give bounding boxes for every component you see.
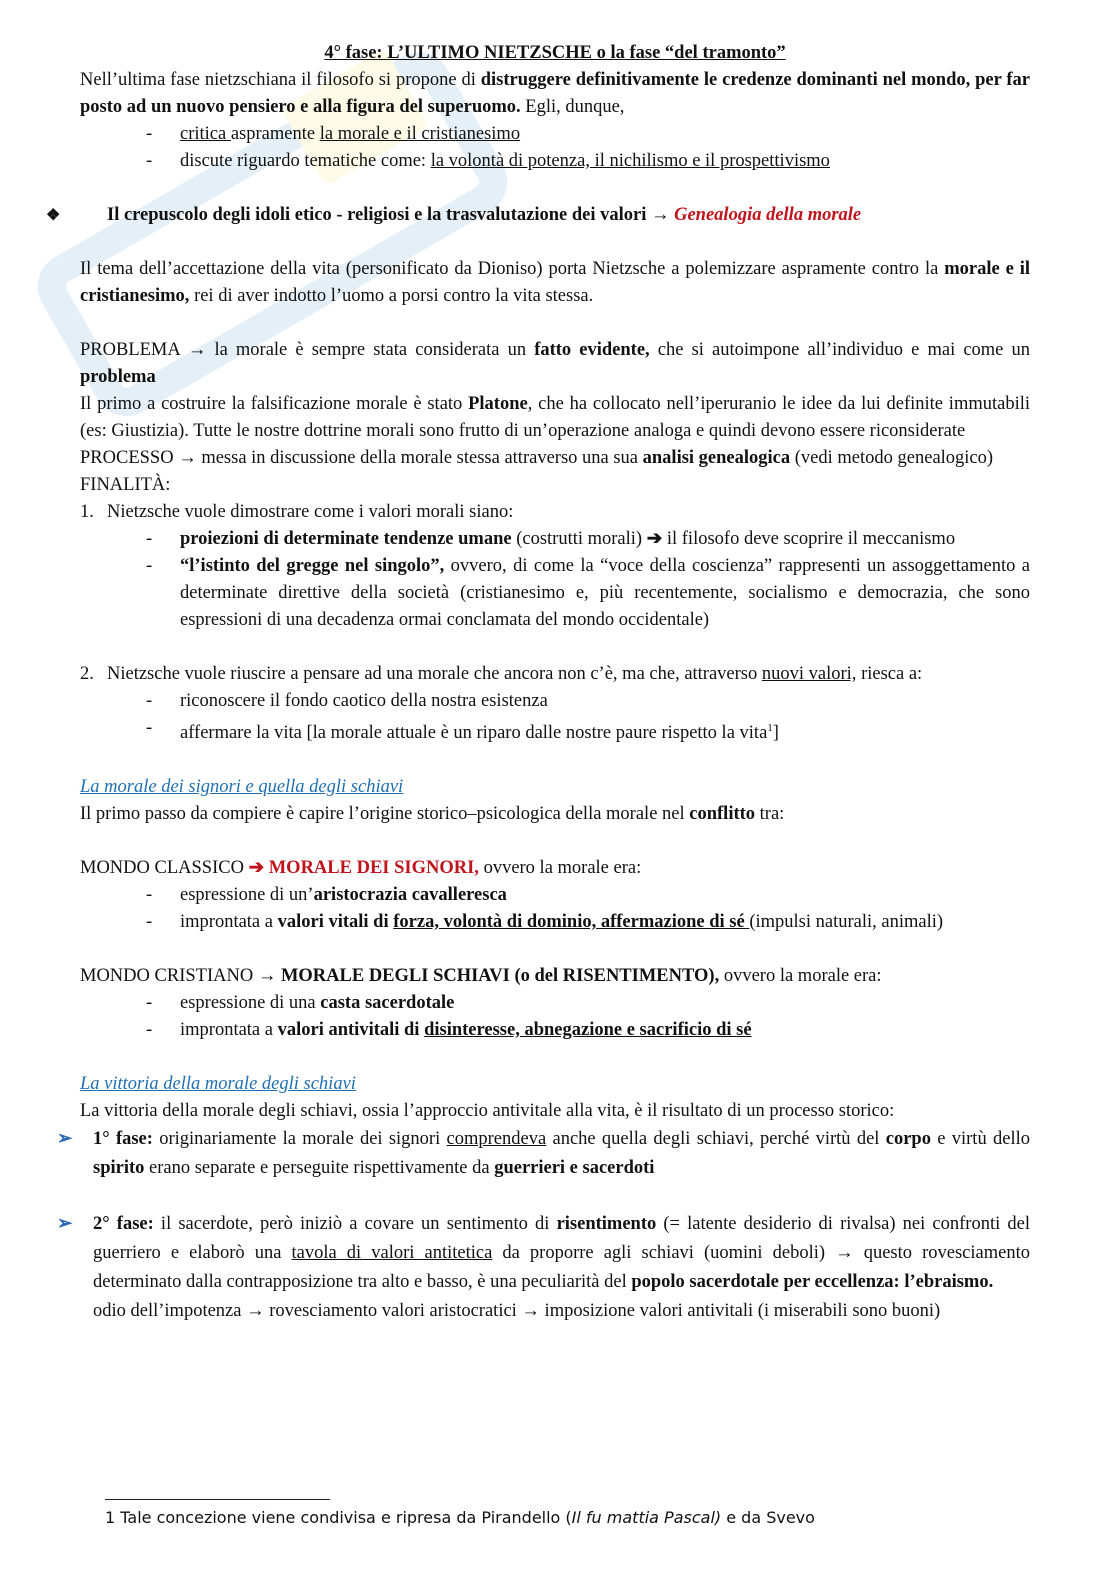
text: il filosofo deve scoprire il meccanismo bbox=[662, 529, 956, 549]
text: (vedi metodo genealogico) bbox=[790, 448, 994, 468]
cristiano-item-2 bbox=[80, 1017, 1030, 1044]
section-heading-signori-schiavi[interactable] bbox=[80, 774, 1030, 801]
label: MONDO CLASSICO bbox=[80, 858, 249, 879]
number: 1. bbox=[80, 502, 94, 522]
arrow-bullet-icon: ➢ bbox=[57, 1214, 73, 1235]
text-bold-underlined: disinteresse, abnegazione e sacrificio di sé bbox=[424, 1020, 752, 1041]
diamond-bullet-icon: ❖ bbox=[46, 207, 61, 224]
text-bold: fatto evidente, bbox=[534, 340, 650, 360]
text: Il primo a costruire la falsificazione morale è stato bbox=[80, 394, 469, 414]
text-bold: analisi genealogica bbox=[642, 448, 791, 468]
text-bold: corpo bbox=[885, 1129, 931, 1150]
footnote bbox=[105, 1506, 815, 1530]
text-underlined: nuovi valori, bbox=[761, 664, 857, 684]
arrow-right-icon: → bbox=[187, 340, 207, 360]
heading-link[interactable]: La morale dei signori e quella degli schiavi bbox=[80, 777, 404, 798]
classico-item-2 bbox=[80, 909, 1030, 936]
text-bold: spirito bbox=[93, 1158, 145, 1179]
arrow-bullet-icon: ➢ bbox=[57, 1129, 73, 1150]
arrow-right-icon: ➔ bbox=[646, 529, 663, 549]
text: il sacerdote, però iniziò a covare un sentimento di bbox=[153, 1214, 557, 1235]
text: ovvero la morale era: bbox=[478, 858, 642, 879]
finalita-2-item-2 bbox=[80, 715, 1030, 747]
text-bold: popolo sacerdotale per eccellenza: l’ebraismo. bbox=[631, 1272, 994, 1293]
footnote-number: 1 bbox=[105, 1508, 116, 1527]
text: Il tema dell’accettazione della vita (personificato da Dioniso) porta Nietzsche a polemizzare aspramente contro la bbox=[80, 259, 945, 279]
para-problema bbox=[80, 337, 1030, 391]
text: ] bbox=[772, 723, 779, 744]
text: ovvero la morale era: bbox=[719, 966, 882, 987]
text: improntata a bbox=[180, 912, 278, 933]
intro-item-1 bbox=[80, 121, 1030, 148]
text-bold: 1° fase: bbox=[93, 1129, 153, 1150]
arrow-right-icon: → bbox=[178, 448, 197, 468]
text-bold: morale e il cristianesimo, bbox=[80, 259, 1030, 306]
text: aspramente bbox=[230, 124, 320, 144]
text: Tale concezione viene condivisa e ripresa da Pirandello ( bbox=[115, 1508, 572, 1527]
text-underlined: la morale e il cristianesimo bbox=[319, 124, 521, 144]
text: (costrutti morali) bbox=[511, 529, 647, 549]
text: , che ha collocato nell’iperuranio le idee da lui definite immutabili (es: Giustizia). Tutte le nostre dottrine morali sono frutto di un’operazione analoga e quindi devono essere riconsiderate bbox=[80, 394, 1030, 441]
intro-text: Nell’ultima fase nietzschiana il filosofo si propone di bbox=[80, 70, 481, 90]
fase-1 bbox=[53, 1125, 1030, 1183]
mondo-cristiano bbox=[80, 963, 1030, 990]
label: PROBLEMA bbox=[80, 340, 180, 360]
text-bold: guerrieri e sacerdoti bbox=[494, 1158, 655, 1179]
finalita-1-item-2 bbox=[80, 553, 1030, 634]
text-bold: casta sacerdotale bbox=[320, 993, 455, 1014]
para-platone bbox=[80, 391, 1030, 445]
text: Nietzsche vuole dimostrare come i valori morali siano: bbox=[107, 502, 514, 522]
text-bold: “l’istinto del gregge nel singolo”, bbox=[180, 556, 445, 576]
text: ovvero, di come la “voce della coscienza” rappresenti un assoggettamento a determinate direttive della società (cristianesimo e, più recentemente, socialismo e democrazia, che sono espressioni di una decadenza ormai conclamata del mondo occidentale) bbox=[180, 556, 1030, 630]
text-underlined: la volontà di potenza, il nichilismo e il prospettivismo bbox=[430, 151, 830, 171]
fase-2 bbox=[53, 1210, 1030, 1326]
label: PROCESSO bbox=[80, 448, 174, 468]
text: la morale è sempre stata considerata un bbox=[206, 340, 535, 360]
text: (impulsi naturali, animali) bbox=[749, 912, 944, 933]
text: che si autoimpone all’individuo e mai come un bbox=[649, 340, 1030, 360]
cristiano-item-1 bbox=[80, 990, 1030, 1017]
text-underlined: comprendeva bbox=[446, 1129, 547, 1150]
para-conflitto bbox=[80, 801, 1030, 828]
intro-item-2 bbox=[80, 148, 1030, 175]
text: anche quella degli schiavi, perché virtù del bbox=[546, 1129, 886, 1150]
text-bold: MORALE DEGLI SCHIAVI (o del RISENTIMENTO), bbox=[276, 966, 720, 987]
text-bold: risentimento bbox=[556, 1214, 657, 1235]
finalita-point-1 bbox=[80, 499, 1030, 526]
footnote-divider bbox=[105, 1499, 330, 1500]
heading-red-text: Genealogia della morale bbox=[674, 205, 862, 225]
arrow-right-icon: ➔ bbox=[248, 858, 265, 879]
text-bold: valori vitali di bbox=[277, 912, 394, 933]
text: discute riguardo tematiche come: bbox=[180, 151, 431, 171]
text-bold: conflitto bbox=[689, 804, 756, 825]
heading-text: Il crepuscolo degli idoli etico - religiosi e la trasvalutazione dei valori bbox=[107, 205, 647, 225]
fase-2-line-2: odio dell’impotenza → rovesciamento valori aristocratici → imposizione valori antivitali (i miserabili sono buoni) bbox=[93, 1301, 941, 1322]
document-page bbox=[46, 40, 1030, 1326]
text-bold: aristocrazia cavalleresca bbox=[313, 885, 507, 906]
para-vittoria: La vittoria della morale degli schiavi, ossia l’approccio antivitale alla vita, è il risultato di un processo storico: bbox=[80, 1101, 895, 1122]
text: erano separate e perseguite rispettivamente da bbox=[144, 1158, 495, 1179]
text: originariamente la morale dei signori bbox=[152, 1129, 447, 1150]
text: tra: bbox=[755, 804, 785, 825]
finalita-point-2 bbox=[80, 661, 1030, 688]
text-underlined: critica bbox=[180, 124, 231, 144]
arrow-right-icon: → bbox=[650, 205, 670, 225]
text: da proporre agli schiavi (uomini deboli) → questo rovesciamento determinato dalla contrapposizione tra alto e basso, è una peculiarità del bbox=[93, 1243, 1030, 1293]
text: Nietzsche vuole riuscire a pensare ad una morale che ancora non c’è, ma che, attraverso bbox=[107, 664, 762, 684]
number: 2. bbox=[80, 664, 94, 684]
footnote-ref[interactable]: 1 bbox=[767, 722, 773, 734]
section-heading-vittoria[interactable] bbox=[80, 1071, 1030, 1098]
classico-item-1 bbox=[80, 882, 1030, 909]
text-bold: valori antivitali di bbox=[277, 1020, 425, 1041]
para-dioniso bbox=[80, 256, 1030, 310]
intro-paragraph bbox=[80, 67, 1030, 121]
text-bold: Platone bbox=[468, 394, 528, 414]
text: espressione di una bbox=[180, 993, 321, 1014]
text-bold-underlined: forza, volontà di dominio, affermazione di sé bbox=[393, 912, 750, 933]
text: e virtù dello bbox=[930, 1129, 1030, 1150]
text: riesca a: bbox=[856, 664, 923, 684]
finalita-2-item-1: - riconoscere il fondo caotico della nostra esistenza bbox=[80, 688, 1030, 715]
intro-text-end: Egli, dunque, bbox=[520, 97, 625, 117]
text-bold: proiezioni di determinate tendenze umane bbox=[180, 529, 512, 549]
arrow-right-icon: → bbox=[257, 966, 277, 987]
finalita-label: FINALITÀ: bbox=[80, 475, 171, 495]
text: e da Svevo bbox=[721, 1508, 815, 1527]
text-underlined: tavola di valori antitetica bbox=[291, 1243, 493, 1264]
text-italic: Il fu mattia Pascal) bbox=[571, 1508, 722, 1527]
heading-link[interactable]: La vittoria della morale degli schiavi bbox=[80, 1074, 356, 1095]
mondo-classico bbox=[80, 855, 1030, 882]
para-processo bbox=[80, 445, 1030, 472]
text: messa in discussione della morale stessa attraverso una sua bbox=[196, 448, 643, 468]
page-title: 4° fase: L’ULTIMO NIETZSCHE o la fase “del tramonto” bbox=[324, 43, 786, 63]
text-bold: 2° fase: bbox=[93, 1214, 154, 1235]
text: (= latente desiderio di rivalsa) nei confronti del guerriero e elaborò una bbox=[93, 1214, 1030, 1264]
text: improntata a bbox=[180, 1020, 278, 1041]
text: rei di aver indotto l’uomo a porsi contro la vita stessa. bbox=[189, 286, 594, 306]
intro-bold: distruggere definitivamente le credenze dominanti nel mondo, per far posto ad un nuovo pensiero e alla figura del superuomo. bbox=[80, 70, 1030, 117]
finalita-1-item-1 bbox=[80, 526, 1030, 553]
text-bold: problema bbox=[80, 367, 156, 387]
text-red-bold: MORALE DEI SIGNORI, bbox=[264, 858, 479, 879]
section-heading-crepuscolo bbox=[46, 202, 1030, 229]
label: MONDO CRISTIANO bbox=[80, 966, 258, 987]
text: affermare la vita [la morale attuale è un riparo dalle nostre paure rispetto la vita bbox=[180, 723, 768, 744]
text: Il primo passo da compiere è capire l’origine storico–psicologica della morale nel bbox=[80, 804, 690, 825]
text: espressione di un’ bbox=[180, 885, 314, 906]
